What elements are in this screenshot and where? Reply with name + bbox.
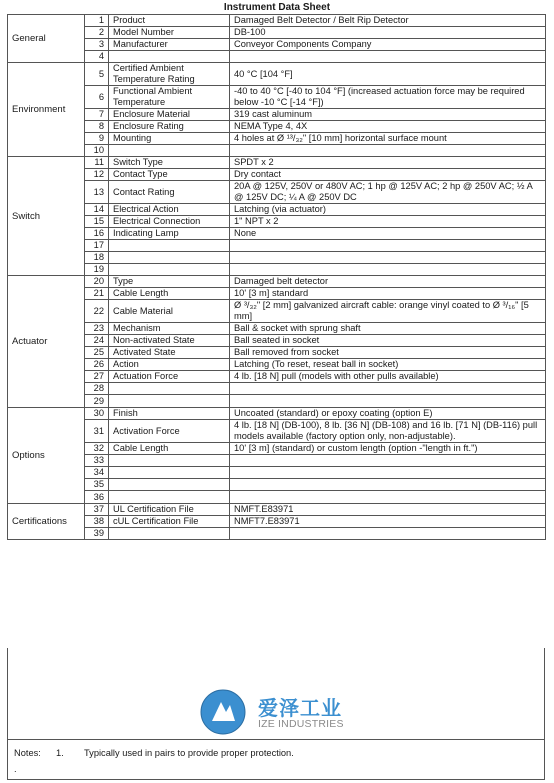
table-row: [8, 181, 546, 204]
row-value: [230, 528, 546, 540]
table-row: [8, 323, 546, 335]
notes-dot: .: [14, 764, 17, 774]
row-label: Actuation Force: [109, 371, 230, 383]
row-value: [230, 479, 546, 491]
row-value: NEMA Type 4, 4X: [230, 121, 546, 133]
row-value: [230, 252, 546, 264]
row-value: 4 lb. [18 N] (DB-100), 8 lb. [36 N] (DB-108) and 16 lb. [71 N] (DB-116) pull models available (factory option only, non-adjustable).: [230, 420, 546, 443]
table-row: [8, 27, 546, 39]
row-number: 4: [85, 51, 109, 63]
row-label: [109, 467, 230, 479]
row-number: 7: [85, 109, 109, 121]
row-label: [109, 51, 230, 63]
row-value: Ball & socket with sprung shaft: [230, 323, 546, 335]
row-value: Uncoated (standard) or epoxy coating (option E): [230, 408, 546, 420]
row-label: Enclosure Material: [109, 109, 230, 121]
row-label: Activated State: [109, 347, 230, 359]
row-number: 17: [85, 240, 109, 252]
row-label: Model Number: [109, 27, 230, 39]
row-value: Dry contact: [230, 169, 546, 181]
row-value: [230, 145, 546, 157]
notes-section: [7, 740, 545, 780]
table-row: [8, 157, 546, 169]
row-number: 33: [85, 455, 109, 467]
row-number: 13: [85, 181, 109, 204]
row-label: Switch Type: [109, 157, 230, 169]
logo-area: [7, 648, 545, 740]
row-number: 32: [85, 443, 109, 455]
logo-chinese-name: 爱泽工业: [258, 698, 342, 720]
row-label: Electrical Connection: [109, 216, 230, 228]
table-row: [8, 39, 546, 51]
row-value: 20A @ 125V, 250V or 480V AC; 1 hp @ 125V AC; 2 hp @ 250V AC; ½ A @ 125V DC; ¼ A @ 250V DC: [230, 181, 546, 204]
table-row: [8, 455, 546, 467]
row-label: Cable Length: [109, 288, 230, 300]
row-value: 10' [3 m] standard: [230, 288, 546, 300]
table-row: [8, 51, 546, 63]
table-row: [8, 479, 546, 491]
row-number: 27: [85, 371, 109, 383]
row-number: 5: [85, 63, 109, 86]
table-row: [8, 169, 546, 181]
row-number: 28: [85, 383, 109, 395]
row-number: 24: [85, 335, 109, 347]
note-text: Typically used in pairs to provide proper protection.: [84, 748, 294, 758]
table-row: [8, 63, 546, 86]
row-number: 16: [85, 228, 109, 240]
row-label: [109, 240, 230, 252]
table-row: [8, 359, 546, 371]
row-label: Finish: [109, 408, 230, 420]
row-number: 9: [85, 133, 109, 145]
table-row: [8, 121, 546, 133]
row-number: 21: [85, 288, 109, 300]
row-label: Non-activated State: [109, 335, 230, 347]
row-label: [109, 455, 230, 467]
table-row: [8, 371, 546, 383]
row-value: Latching (To reset, reseat ball in socket): [230, 359, 546, 371]
row-label: Electrical Action: [109, 204, 230, 216]
row-label: UL Certification File: [109, 504, 230, 516]
row-label: Cable Length: [109, 443, 230, 455]
row-value: [230, 51, 546, 63]
row-label: Manufacturer: [109, 39, 230, 51]
row-number: 14: [85, 204, 109, 216]
section-label: General: [8, 15, 85, 63]
section-label: Actuator: [8, 276, 85, 408]
ize-logo-icon: [199, 688, 247, 736]
row-label: [109, 395, 230, 408]
table-row: [8, 516, 546, 528]
table-row: [8, 133, 546, 145]
section-label: Switch: [8, 157, 85, 276]
row-value: 40 °C [104 °F]: [230, 63, 546, 86]
row-number: 37: [85, 504, 109, 516]
row-number: 26: [85, 359, 109, 371]
row-label: Product: [109, 15, 230, 27]
table-row: [8, 408, 546, 420]
table-row: [8, 335, 546, 347]
table-row: [8, 252, 546, 264]
row-value: [230, 455, 546, 467]
table-row: [8, 528, 546, 540]
row-number: 10: [85, 145, 109, 157]
row-value: [230, 467, 546, 479]
table-row: [8, 264, 546, 276]
row-value: [230, 240, 546, 252]
row-number: 1: [85, 15, 109, 27]
row-label: [109, 491, 230, 504]
table-row: [8, 288, 546, 300]
row-number: 20: [85, 276, 109, 288]
table-row: [8, 15, 546, 27]
row-number: 2: [85, 27, 109, 39]
row-value: [230, 264, 546, 276]
row-number: 19: [85, 264, 109, 276]
row-number: 38: [85, 516, 109, 528]
row-value: SPDT x 2: [230, 157, 546, 169]
row-value: NMFT7.E83971: [230, 516, 546, 528]
table-row: [8, 276, 546, 288]
logo-english-name: IZE INDUSTRIES: [258, 718, 344, 730]
row-number: 23: [85, 323, 109, 335]
row-value: Damaged Belt Detector / Belt Rip Detector: [230, 15, 546, 27]
row-number: 36: [85, 491, 109, 504]
row-number: 6: [85, 86, 109, 109]
row-number: 22: [85, 300, 109, 323]
table-row: [8, 395, 546, 408]
row-value: Ø ³/₃₂" [2 mm] galvanized aircraft cable: orange vinyl coated to Ø ³/₁₆" [5 mm]: [230, 300, 546, 323]
table-row: [8, 491, 546, 504]
row-value: 4 lb. [18 N] pull (models with other pulls available): [230, 371, 546, 383]
row-value: 4 holes at Ø ¹³/₃₂" [10 mm] horizontal surface mount: [230, 133, 546, 145]
row-value: Ball removed from socket: [230, 347, 546, 359]
row-value: 319 cast aluminum: [230, 109, 546, 121]
row-label: [109, 479, 230, 491]
row-label: [109, 252, 230, 264]
row-number: 31: [85, 420, 109, 443]
row-number: 8: [85, 121, 109, 133]
table-row: [8, 443, 546, 455]
row-value: [230, 383, 546, 395]
row-number: 39: [85, 528, 109, 540]
row-label: cUL Certification File: [109, 516, 230, 528]
row-number: 3: [85, 39, 109, 51]
row-label: Certified Ambient Temperature Rating: [109, 63, 230, 86]
table-row: [8, 504, 546, 516]
row-number: 30: [85, 408, 109, 420]
row-number: 35: [85, 479, 109, 491]
table-row: [8, 420, 546, 443]
row-label: Type: [109, 276, 230, 288]
table-row: [8, 109, 546, 121]
table-row: [8, 347, 546, 359]
row-label: Mounting: [109, 133, 230, 145]
document-title: Instrument Data Sheet: [223, 2, 331, 13]
table-row: [8, 467, 546, 479]
note-number: 1.: [56, 748, 64, 758]
table-row: [8, 383, 546, 395]
row-value: [230, 491, 546, 504]
table-row: [8, 228, 546, 240]
row-value: 10' [3 m] (standard) or custom length (option -"length in ft."): [230, 443, 546, 455]
row-label: Activation Force: [109, 420, 230, 443]
table-row: [8, 204, 546, 216]
table-row: [8, 300, 546, 323]
row-value: Latching (via actuator): [230, 204, 546, 216]
row-label: Contact Type: [109, 169, 230, 181]
table-row: [8, 86, 546, 109]
row-label: Action: [109, 359, 230, 371]
row-number: 34: [85, 467, 109, 479]
row-label: [109, 264, 230, 276]
row-number: 12: [85, 169, 109, 181]
table-row: [8, 145, 546, 157]
row-value: DB-100: [230, 27, 546, 39]
data-sheet-table: [7, 14, 546, 540]
row-label: [109, 383, 230, 395]
row-value: Damaged belt detector: [230, 276, 546, 288]
row-value: 1" NPT x 2: [230, 216, 546, 228]
row-label: Functional Ambient Temperature: [109, 86, 230, 109]
row-value: [230, 395, 546, 408]
row-value: NMFT.E83971: [230, 504, 546, 516]
row-number: 18: [85, 252, 109, 264]
row-value: Ball seated in socket: [230, 335, 546, 347]
row-label: Contact Rating: [109, 181, 230, 204]
row-label: Cable Material: [109, 300, 230, 323]
row-number: 25: [85, 347, 109, 359]
row-label: Indicating Lamp: [109, 228, 230, 240]
section-label: Options: [8, 408, 85, 504]
notes-label: Notes:: [14, 748, 41, 758]
table-row: [8, 216, 546, 228]
row-value: -40 to 40 °C [-40 to 104 °F] (increased actuation force may be required below -10 °C [-14 °F]): [230, 86, 546, 109]
row-label: Enclosure Rating: [109, 121, 230, 133]
row-label: [109, 528, 230, 540]
section-label: Environment: [8, 63, 85, 157]
row-value: Conveyor Components Company: [230, 39, 546, 51]
row-number: 11: [85, 157, 109, 169]
section-label: Certifications: [8, 504, 85, 540]
row-label: [109, 145, 230, 157]
row-label: Mechanism: [109, 323, 230, 335]
row-value: None: [230, 228, 546, 240]
row-number: 15: [85, 216, 109, 228]
table-row: [8, 240, 546, 252]
row-number: 29: [85, 395, 109, 408]
